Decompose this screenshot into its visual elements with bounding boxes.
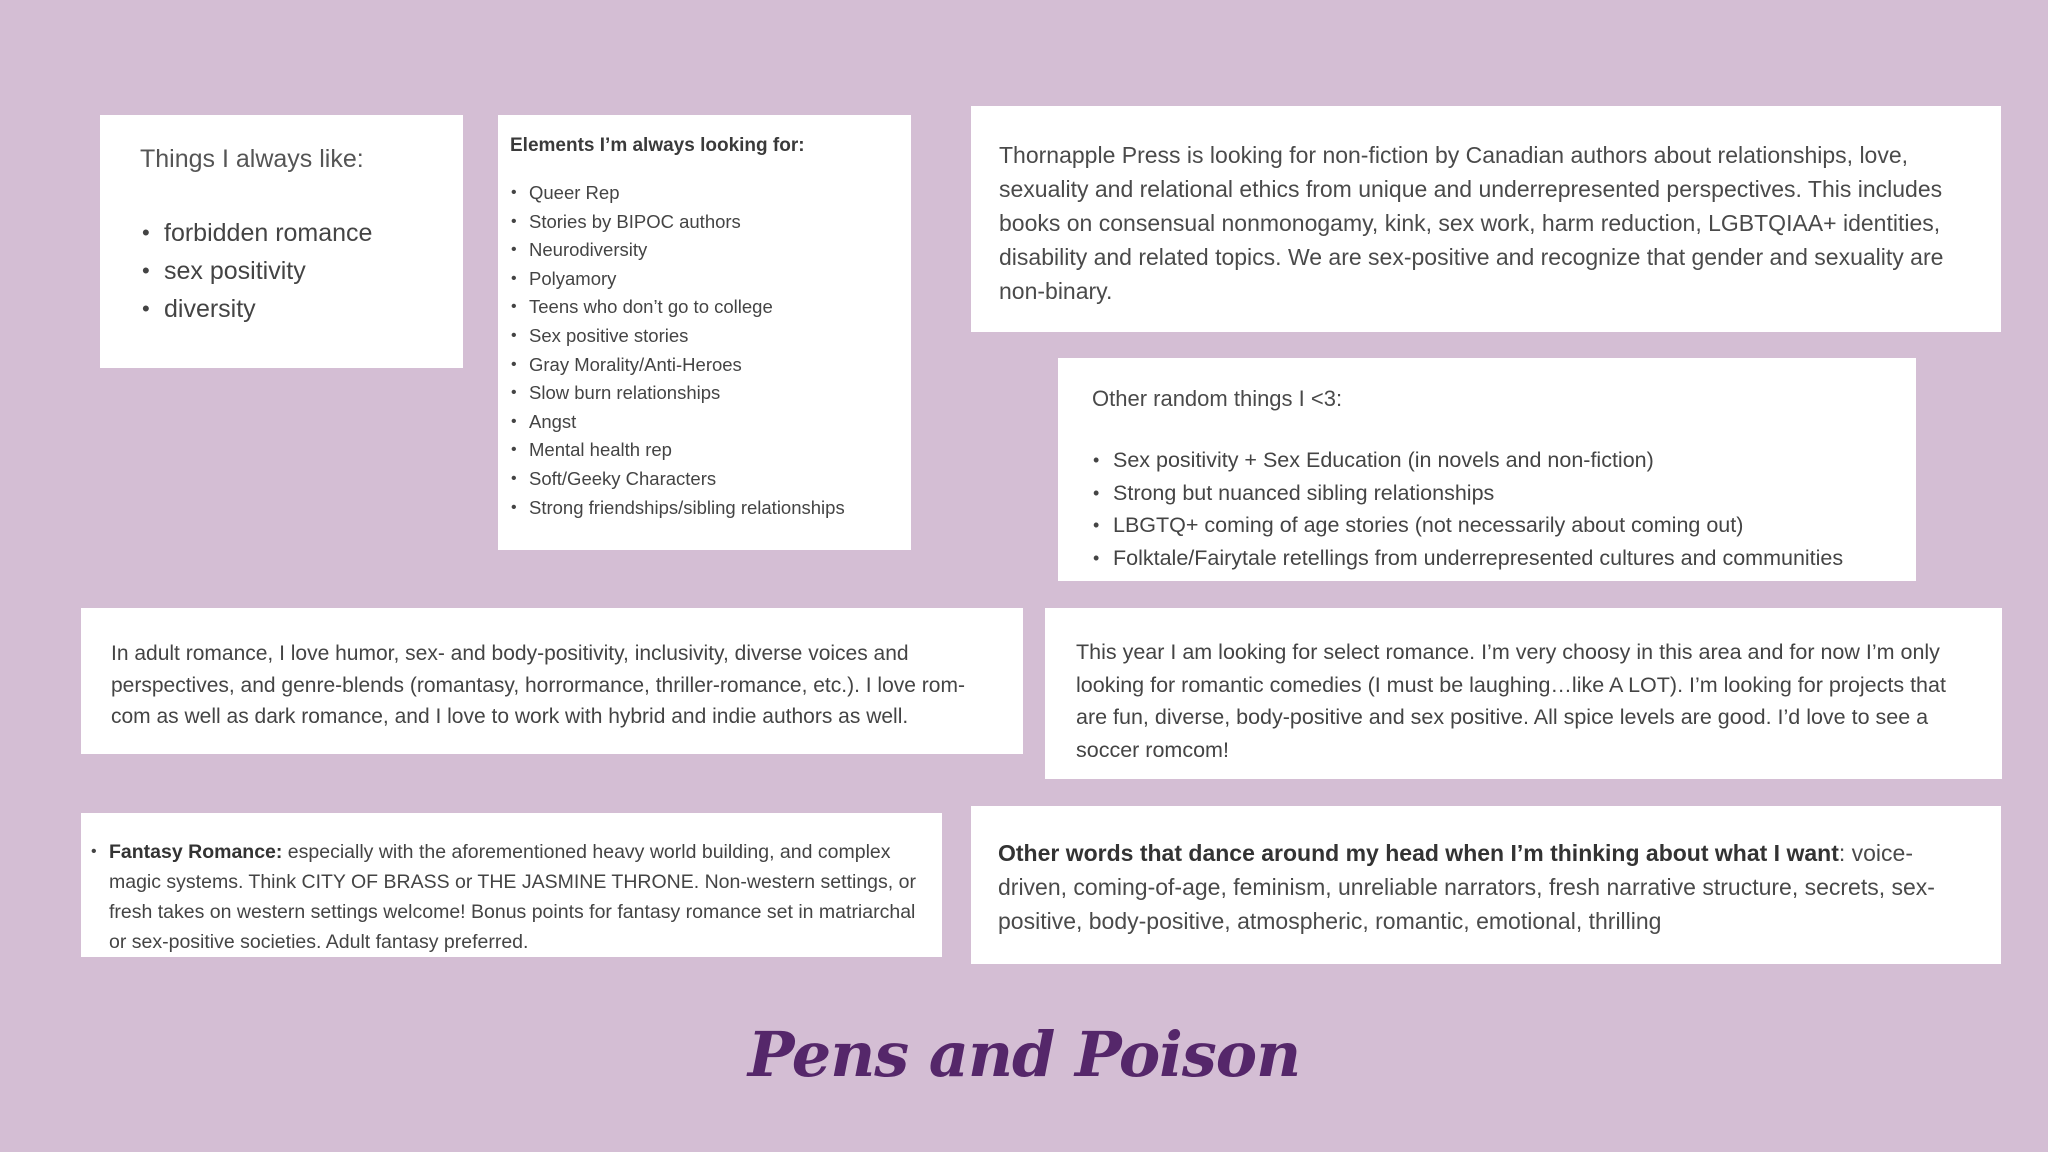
fantasy-text: especially with the aforementioned heavy world building, and complex magic systems. Think CITY OF BRASS or THE JASMINE THRONE. Non-western settings, or fresh takes on western settings welcome! Bonus points for fantasy romance set in matriarchal or sex-positive societies. Adult fantasy preferred. [109, 841, 916, 953]
list-item: • LBGTQ+ coming of age stories (not necessarily about coming out) [1092, 509, 1916, 542]
card-text [998, 836, 1981, 938]
fantasy-label: Fantasy Romance: [109, 841, 283, 863]
list-item: • sex positivity [140, 252, 463, 290]
list-item: • Teens who don’t go to college [510, 293, 911, 322]
card-title: Things I always like: [140, 145, 364, 173]
list-item: • Polyamory [510, 265, 911, 294]
card-things-i-always-like [100, 115, 463, 368]
list-item: • Stories by BIPOC authors [510, 208, 911, 237]
random-things-list [1092, 444, 1916, 574]
list-item: • Sex positivity + Sex Education (in novels and non-fiction) [1092, 444, 1916, 477]
card-text: Thornapple Press is looking for non-fiction by Canadian authors about relationships, love, sexuality and relational ethics from unique and underrepresented perspectives. This includes books on consensual nonmonogamy, kink, sex work, harm reduction, LGBTQIAA+ identities, disability and related topics. We are sex-positive and recognize that gender and sexuality are non-binary. [999, 142, 1944, 304]
card-this-year [1045, 608, 2002, 779]
list-item: • Soft/Geeky Characters [510, 465, 911, 494]
card-thornapple-press [971, 106, 2001, 332]
list-item: • Neurodiversity [510, 236, 911, 265]
list-item: • Queer Rep [510, 179, 911, 208]
card-title: Elements I’m always looking for: [510, 135, 805, 156]
card-text: In adult romance, I love humor, sex- and body-positivity, inclusivity, diverse voices and perspectives, and genre-blends (romantasy, horrormance, thriller-romance, etc.). I love rom-com as well as dark romance, and I love to work with hybrid and indie authors as well. [111, 642, 965, 728]
elements-list [510, 179, 911, 522]
brand-logo: Pens and Poison [747, 1018, 1301, 1091]
list-item: • Angst [510, 408, 911, 437]
list-item: • Sex positive stories [510, 322, 911, 351]
list-item: • Strong friendships/sibling relationships [510, 494, 911, 523]
list-item [91, 837, 926, 957]
card-elements-looking-for [498, 115, 911, 550]
list-item: • Folktale/Fairytale retellings from underrepresented cultures and communities [1092, 542, 1916, 575]
card-adult-romance [81, 608, 1023, 754]
card-title: Other random things I <3: [1092, 386, 1343, 411]
words-text: : voice-driven, coming-of-age, feminism, unreliable narrators, fresh narrative structure, secrets, sex-positive, body-positive, atmospheric, romantic, emotional, thrilling [998, 840, 1935, 934]
card-fantasy-romance [81, 813, 942, 957]
fantasy-list [91, 837, 926, 957]
list-item: • Strong but nuanced sibling relationships [1092, 477, 1916, 510]
words-label: Other words that dance around my head when I’m thinking about what I want [998, 840, 1839, 866]
list-item: • Slow burn relationships [510, 379, 911, 408]
list-item: • Mental health rep [510, 436, 911, 465]
list-item: • forbidden romance [140, 214, 463, 252]
likes-list [140, 214, 463, 328]
card-other-random-things [1058, 358, 1916, 581]
card-text: This year I am looking for select romance. I’m very choosy in this area and for now I’m only looking for romantic comedies (I must be laughing…like A LOT). I’m looking for projects that are fun, diverse, body-positive and sex positive. All spice levels are good. I’d love to see a soccer romcom! [1076, 640, 1946, 762]
list-item: • diversity [140, 290, 463, 328]
list-item: • Gray Morality/Anti-Heroes [510, 351, 911, 380]
card-other-words [971, 806, 2001, 964]
